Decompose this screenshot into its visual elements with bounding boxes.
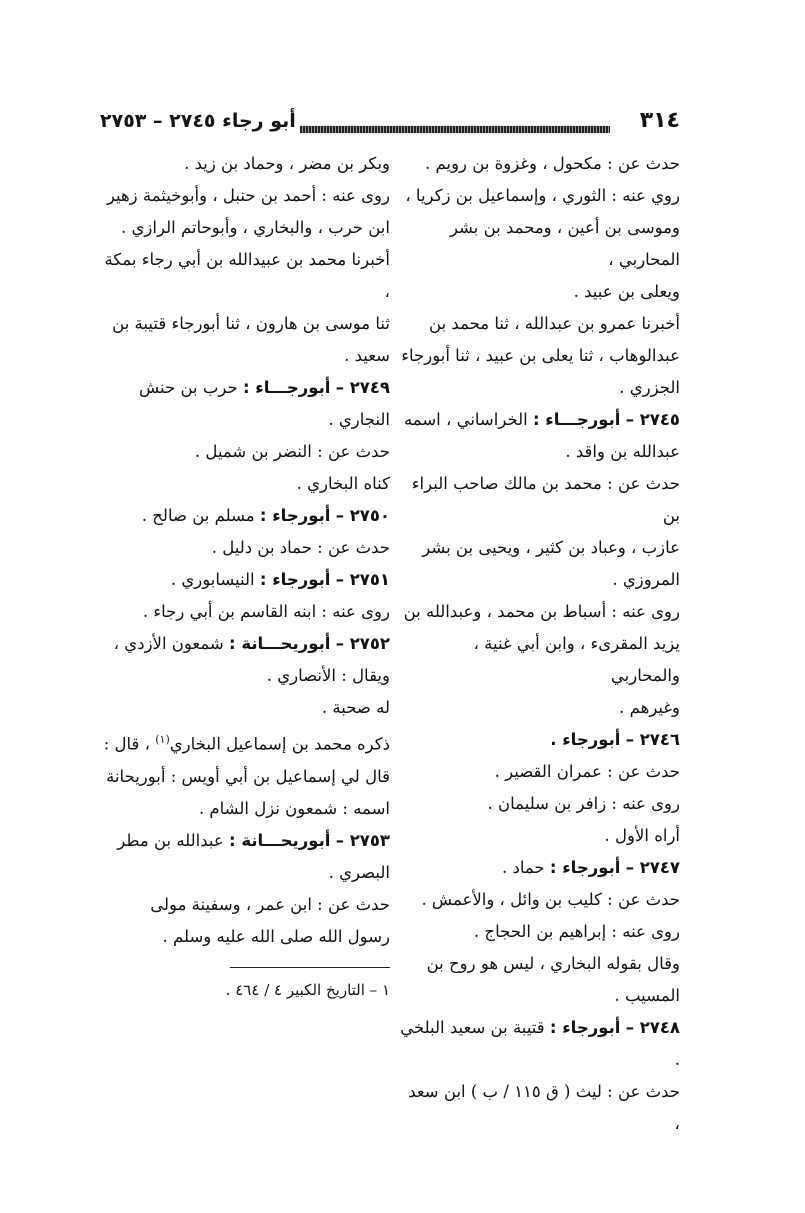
left-column: [100, 148, 390, 1002]
entry-number: ٢٧٥٢ –: [335, 634, 390, 653]
running-title: أبو رجاء ٢٧٤٥ – ٢٧٥٣: [100, 110, 296, 132]
entry-number: ٢٧٤٥ –: [625, 410, 680, 429]
text-line: [100, 660, 390, 692]
text-line: [100, 212, 390, 244]
line-text: روى عنه : أحمد بن حنبل ، وأبوخيثمة زهير: [106, 186, 390, 205]
header-rule: [300, 126, 610, 133]
line-text: حرب بن حنش: [139, 378, 238, 397]
entry-number: ٢٧٥٠ –: [335, 506, 390, 525]
line-text: أخبرنا عمرو بن عبدالله ، ثنا محمد بن: [429, 314, 680, 333]
line-text: له صحبة .: [321, 698, 390, 717]
text-line: [400, 212, 680, 276]
entry-heading: [400, 852, 680, 884]
entry-heading: [400, 724, 680, 756]
text-line: [400, 884, 680, 916]
text-line: [400, 468, 680, 532]
line-text: عازب ، وعباد بن كثير ، ويحيى بن بشر: [422, 538, 680, 557]
text-line: [400, 756, 680, 788]
line-text: وبكر بن مضر ، وحماد بن زيد .: [184, 154, 390, 173]
entry-name: أبورجاء :: [259, 506, 331, 525]
line-text: روي عنه : الثوري ، وإسماعيل بن زكريا ،: [405, 186, 680, 205]
entry-name: أبوريحـــانة :: [229, 634, 331, 653]
line-text: ويقال : الأنصاري .: [266, 666, 390, 685]
entry-name: أبورجاء :: [549, 1018, 621, 1037]
text-line: [400, 372, 680, 404]
line-text: أخبرنا محمد بن عبيدالله بن أبي رجاء بمكة ،: [104, 250, 390, 301]
line-text: المسيب .: [614, 986, 680, 1005]
line-text: كناه البخاري .: [296, 474, 390, 493]
text-line: [100, 436, 390, 468]
line-text: روى عنه : إبراهيم بن الحجاج .: [473, 922, 680, 941]
line-text: حدث عن : حماد بن دليل .: [211, 538, 390, 557]
line-text: حماد .: [502, 858, 545, 877]
line-text: ثنا موسى بن هارون ، ثنا أبورجاء قتيبة بن: [112, 314, 390, 333]
right-column: [400, 148, 680, 1140]
line-text: حدث عن : كليب بن وائل ، والأعمش .: [421, 890, 680, 909]
text-line: [100, 532, 390, 564]
line-text: عبدالله بن مطر: [117, 830, 224, 850]
footnote-separator: [230, 967, 390, 968]
entry-name: أبورجاء .: [550, 730, 621, 749]
line-text: حدث عن : ليث ( ق ١١٥ / ب ) ابن سعد ،: [408, 1082, 680, 1133]
text-line: [100, 340, 390, 372]
line-text: البصري .: [328, 862, 390, 882]
line-text: النيسابوري .: [170, 570, 255, 589]
entry-heading: [100, 372, 390, 404]
text-line: [100, 404, 390, 436]
line-text: شمعون الأزدي ،: [113, 634, 224, 653]
text-line: [100, 761, 390, 793]
entry-name: أبورجاء :: [549, 858, 621, 877]
entry-name: أبوريحـــانة :: [229, 830, 331, 850]
line-text: حدث عن : ابن عمر ، وسفينة مولى: [150, 894, 390, 914]
line-text: حدث عن : النضر بن شميل .: [194, 442, 390, 461]
text-line: [400, 180, 680, 212]
line-text: رسول الله صلى الله عليه وسلم .: [162, 926, 390, 946]
text-line: [100, 921, 390, 953]
entry-number: ٢٧٤٨ –: [625, 1018, 680, 1037]
line-text: المروزي .: [612, 570, 680, 589]
line-text: سعيد .: [344, 346, 390, 365]
text-line: [400, 148, 680, 180]
line-text: الخراساني ، اسمه: [403, 410, 528, 429]
entry-number: ٢٧٤٦ –: [625, 730, 680, 749]
footnote: ١ – التاريخ الكبير ٤ / ٤٦٤ .: [225, 980, 390, 999]
entry-number: ٢٧٤٧ –: [625, 858, 680, 877]
text-line: [400, 532, 680, 564]
text-line: [100, 308, 390, 340]
text-line: [400, 308, 680, 340]
line-text: ويعلى بن عبيد .: [573, 282, 680, 301]
line-text: قتيبة بن سعيد البلخي .: [400, 1018, 680, 1069]
text-line: [400, 628, 680, 692]
text-line: [400, 564, 680, 596]
text-line: [100, 724, 390, 761]
line-text: روى عنه : أسباط بن محمد ، وعبدالله بن: [403, 602, 680, 621]
text-line: [100, 148, 390, 180]
line-text: حدث عن : عمران القصير .: [494, 762, 680, 781]
line-text: ابن حرب ، والبخاري ، وأبوحاتم الرازي .: [121, 218, 390, 237]
line-text: مسلم بن صالح .: [141, 506, 255, 525]
entry-number: ٢٧٥٣ –: [335, 830, 390, 850]
text-line: [400, 916, 680, 948]
line-text-after: ، قال :: [103, 734, 156, 754]
page-header: [100, 108, 680, 134]
text-line: [100, 468, 390, 500]
line-text: يزيد المقرىء ، وابن أبي غنية ، والمحاربي: [473, 634, 680, 685]
line-text: قال لي إسماعيل بن أبي أويس : أبوريحانة: [106, 766, 390, 786]
text-line: [400, 276, 680, 308]
entry-name: أبورجـــاء :: [532, 410, 621, 429]
footnote-marker: (١): [155, 733, 170, 746]
line-text: وغيرهم .: [619, 698, 680, 717]
entry-heading: [100, 500, 390, 532]
line-text: اسمه : شمعون نزل الشام .: [198, 798, 390, 818]
entry-heading: [100, 628, 390, 660]
line-text: روى عنه : ابنه القاسم بن أبي رجاء .: [142, 602, 390, 621]
line-text: وموسى بن أعين ، ومحمد بن بشر المحاربي ،: [449, 218, 680, 269]
page-number: ٣١٤: [639, 108, 680, 133]
entry-number: ٢٧٥١ –: [335, 570, 390, 589]
entry-heading: [400, 1012, 680, 1076]
text-line: [400, 788, 680, 820]
text-line: [400, 436, 680, 468]
entry-heading: [100, 825, 390, 857]
line-text: عبدالوهاب ، ثنا يعلى بن عبيد ، ثنا أبورجاء: [401, 346, 680, 365]
entry-name: أبورجاء :: [259, 570, 331, 589]
line-text: عبدالله بن واقد .: [565, 442, 680, 461]
text-line: [100, 180, 390, 212]
text-line: [400, 596, 680, 628]
line-text: روى عنه : زافر بن سليمان .: [487, 794, 680, 813]
text-line: [100, 889, 390, 921]
line-text: حدث عن : محمد بن مالك صاحب البراء بن: [411, 474, 680, 525]
text-line: [400, 820, 680, 852]
line-text: ذكره محمد بن إسماعيل البخاري: [169, 734, 390, 754]
line-text: وقال بقوله البخاري ، ليس هو روح بن: [426, 954, 680, 973]
entry-name: أبورجـــاء :: [242, 378, 331, 397]
text-line: [400, 1076, 680, 1140]
line-text: حدث عن : مكحول ، وغزوة بن رويم .: [425, 154, 680, 173]
text-line: [100, 857, 390, 889]
text-line: [400, 948, 680, 980]
text-line: [400, 340, 680, 372]
text-line: [100, 244, 390, 308]
text-line: [100, 692, 390, 724]
entry-heading: [400, 404, 680, 436]
entry-heading: [100, 564, 390, 596]
line-text: النجاري .: [328, 410, 390, 429]
text-line: [400, 692, 680, 724]
line-text: أراه الأول .: [604, 826, 680, 845]
text-line: [100, 596, 390, 628]
line-text: الجزري .: [619, 378, 680, 397]
entry-number: ٢٧٤٩ –: [335, 378, 390, 397]
text-line: [100, 793, 390, 825]
text-line: [400, 980, 680, 1012]
